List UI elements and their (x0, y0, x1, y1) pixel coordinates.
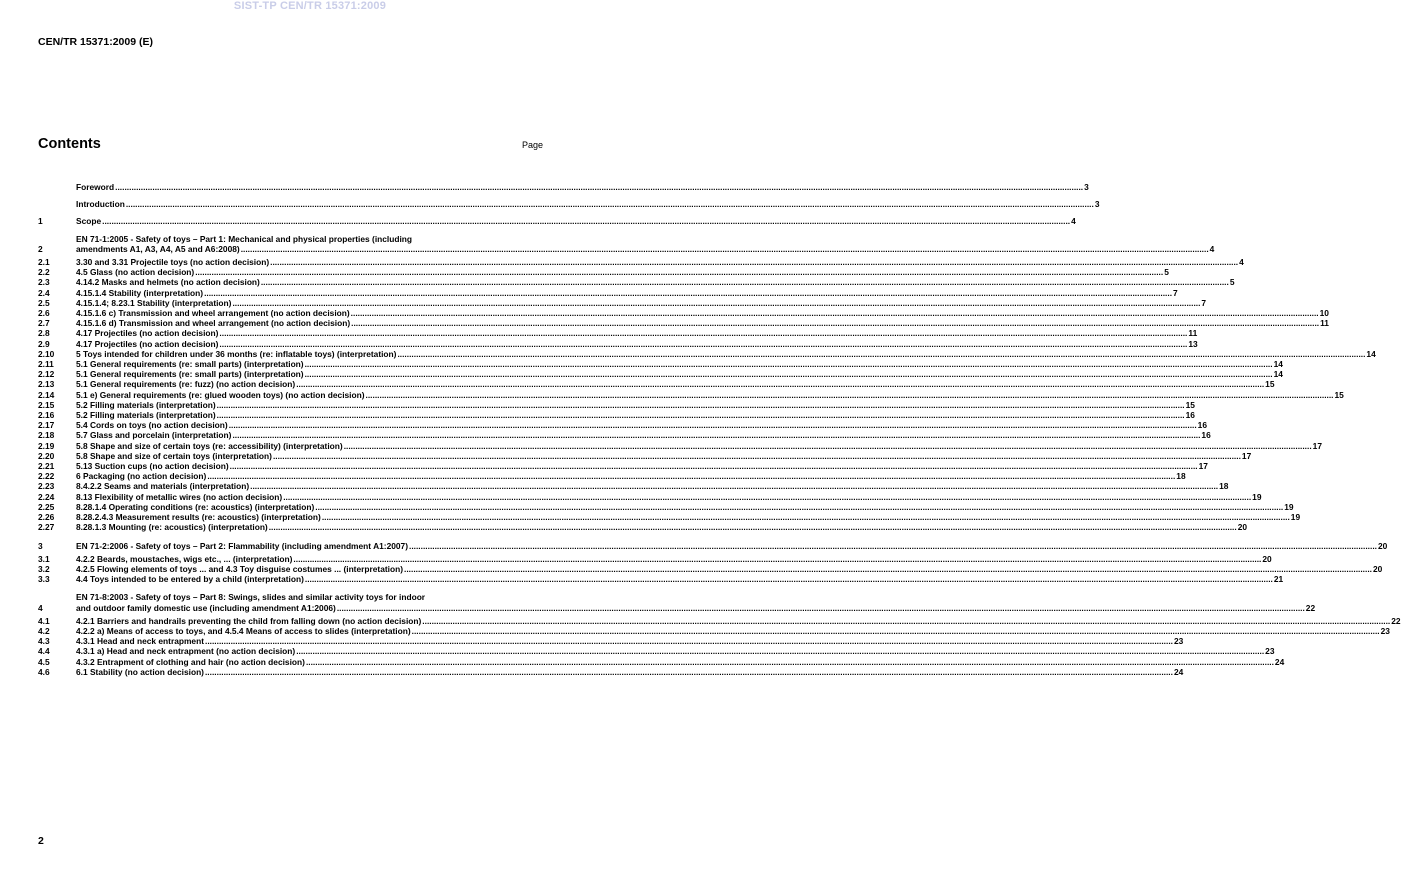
toc-entry-title: 4.3.1 Head and neck entrapment (76, 636, 204, 647)
toc-entry[interactable] (38, 348, 1376, 359)
dot-leader (293, 554, 1261, 564)
dot-leader (205, 636, 1173, 646)
toc-entry[interactable] (38, 297, 1207, 308)
dot-leader (269, 522, 1237, 532)
dot-leader (305, 574, 1273, 584)
dot-leader (296, 646, 1264, 656)
toc-entry-title: 8.13 Flexibility of metallic wires (no action decision) (76, 491, 283, 502)
toc-entry[interactable] (38, 615, 1401, 626)
toc-page-number: 24 (1274, 656, 1285, 667)
toc-page-number: 10 (1319, 308, 1329, 319)
toc-entry-title: 8.4.2.2 Seams and materials (interpretation) (76, 481, 250, 492)
dot-leader (219, 339, 1187, 349)
toc-section-number: 2.22 (38, 471, 55, 482)
toc-entry-title-line: EN 71-8:2003 - Safety of toys – Part 8: Swings, slides and similar activity toys for indoor (76, 592, 426, 603)
toc-entry[interactable] (38, 553, 1272, 564)
toc-page-number: 19 (1284, 501, 1294, 512)
dot-leader (207, 471, 1175, 481)
toc-section-number: 4.5 (38, 656, 50, 667)
dot-leader (409, 541, 1377, 551)
dot-leader (322, 512, 1290, 522)
toc-page-number: 21 (1273, 574, 1284, 585)
toc-entry[interactable] (38, 277, 1235, 288)
toc-section-number: 3 (38, 540, 43, 551)
toc-entry[interactable] (38, 410, 1195, 421)
toc-section-number: 4.6 (38, 666, 50, 677)
toc-section-number: 3.2 (38, 563, 50, 574)
toc-page-number: 23 (1265, 646, 1275, 657)
toc-entry[interactable] (38, 563, 1383, 574)
toc-page-number: 18 (1176, 471, 1186, 482)
toc-section-number: 2.23 (38, 481, 55, 492)
toc-section-number: 2.25 (38, 501, 55, 512)
dot-leader (232, 298, 1200, 308)
toc-entry[interactable] (38, 216, 1076, 227)
dot-leader (232, 430, 1200, 440)
toc-entry[interactable] (38, 592, 1316, 613)
dot-leader (283, 492, 1251, 502)
dot-leader (126, 199, 1094, 209)
toc-section-number: 2.13 (38, 379, 55, 390)
dot-leader (195, 267, 1163, 277)
toc-section-number: 2.7 (38, 318, 50, 329)
toc-entry-title: 5.8 Shape and size of certain toys (interpretation) (76, 450, 272, 461)
dot-leader (305, 359, 1273, 369)
toc-page-number: 17 (1312, 440, 1322, 451)
toc-page-number: 16 (1185, 410, 1195, 421)
toc-entry[interactable] (38, 574, 1284, 585)
toc-entry[interactable] (38, 399, 1195, 410)
toc-page-number: 17 (1241, 450, 1252, 461)
toc-entry-title: 5.2 Filling materials (interpretation) (76, 399, 216, 410)
dot-leader (366, 390, 1334, 400)
toc-page-number: 14 (1273, 359, 1283, 370)
toc-section-number: 3.3 (38, 574, 50, 585)
toc-page-number: 22 (1391, 615, 1401, 626)
watermark: SIST-TP CEN/TR 15371:2009 (233, 0, 387, 12)
toc-entry[interactable] (38, 233, 1215, 254)
toc-page-number: 5 (1164, 267, 1169, 278)
toc-section-number: 4.2 (38, 625, 50, 636)
toc-entry-title: 6 Packaging (no action decision) (76, 471, 207, 482)
toc-page-number: 3 (1084, 182, 1089, 192)
toc-page-number: 4 (1071, 216, 1076, 227)
toc-page-number: 15 (1185, 399, 1195, 410)
dot-leader (261, 277, 1229, 287)
dot-leader (412, 626, 1380, 636)
dot-leader (204, 288, 1172, 298)
toc-entry[interactable] (38, 430, 1211, 441)
toc-page-number: 20 (1372, 563, 1383, 574)
toc-section-number: 4.1 (38, 615, 50, 626)
toc-entry-title: 4.14.2 Masks and helmets (no action decision) (76, 277, 260, 288)
toc-entry[interactable] (38, 440, 1322, 451)
toc-entry[interactable] (38, 267, 1169, 278)
toc-page-number: 16 (1197, 420, 1207, 431)
toc-section-number: 2.26 (38, 512, 55, 523)
toc-entry-title: 3.30 and 3.31 Projectile toys (no action decision) (76, 257, 270, 268)
toc-page-number: 14 (1366, 348, 1376, 359)
toc-entry-title: 4.2.2 a) Means of access to toys, and 4.5.4 Means of access to slides (interpretation) (76, 625, 411, 636)
toc-page-number: 11 (1188, 328, 1198, 339)
dot-leader (397, 349, 1365, 359)
toc-section-number: 2.15 (38, 399, 55, 410)
toc-entry-title: 4.17 Projectiles (no action decision) (76, 328, 219, 339)
toc-section-number: 2.18 (38, 430, 55, 441)
dot-leader (422, 616, 1390, 626)
toc-section-number: 2.16 (38, 410, 55, 421)
toc-page-number: 15 (1334, 389, 1344, 400)
toc-entry-title: 8.28.1.4 Operating conditions (re: acoustics) (interpretation) (76, 501, 315, 512)
toc-page-number: 13 (1188, 338, 1198, 349)
toc-page-number: 20 (1377, 540, 1388, 551)
toc-entry[interactable] (38, 625, 1390, 636)
dot-leader (250, 481, 1218, 491)
toc-section-number: 3.1 (38, 553, 50, 564)
toc-section-number: 2.2 (38, 267, 50, 278)
toc-entry-title: 5.1 General requirements (re: fuzz) (no action decision) (76, 379, 296, 390)
toc-entry-title: 5.1 e) General requirements (re: glued wooden toys) (no action decision) (76, 389, 365, 400)
toc-section-number: 2.6 (38, 308, 50, 319)
toc-page-number: 5 (1229, 277, 1235, 288)
toc-entry-title: 5.1 General requirements (re: small parts) (interpretation) (76, 359, 304, 370)
toc-section-number: 2.27 (38, 522, 55, 533)
toc-entry-title: 4.2.5 Flowing elements of toys ... and 4.3 Toy disguise costumes ... (interpretation) (76, 563, 404, 574)
toc-entry-title: Introduction (76, 199, 125, 210)
toc-entry-title-line: EN 71-1:2005 - Safety of toys – Part 1: Mechanical and physical properties (including (76, 233, 413, 244)
toc-section-number: 2.9 (38, 338, 50, 349)
toc-page-number: 11 (1320, 318, 1329, 329)
toc-entry[interactable] (38, 308, 1329, 319)
toc-entry[interactable] (38, 512, 1301, 523)
toc-section-number: 2 (38, 243, 43, 254)
toc-section-number: 4.3 (38, 636, 50, 647)
toc-entry[interactable] (38, 389, 1344, 400)
toc-entry-title: 4.2.1 Barriers and handrails preventing the child from falling down (no action decision) (76, 615, 422, 626)
toc-entry[interactable] (38, 646, 1275, 657)
toc-entry-title: 4.15.1.4 Stability (interpretation) (76, 287, 204, 298)
toc-entry[interactable] (38, 257, 1244, 268)
toc-entry-title: and outdoor family domestic use (including amendment A1:2006) (76, 602, 336, 613)
toc-entry[interactable] (38, 636, 1184, 647)
toc-entry[interactable] (38, 287, 1178, 298)
toc-section-number: 2.20 (38, 450, 55, 461)
toc-entry-title: 4.2.2 Beards, moustaches, wigs etc., ... (interpretation) (76, 553, 293, 564)
toc-section-number: 2.12 (38, 369, 55, 380)
toc-entry[interactable] (38, 359, 1283, 370)
toc-section-number: 2.8 (38, 328, 50, 339)
toc-entry-title: 4.3.1 a) Head and neck entrapment (no action decision) (76, 646, 296, 657)
toc-section-number: 2.11 (38, 359, 54, 370)
toc-page-number: 18 (1219, 481, 1229, 492)
toc-entry-title: 5.1 General requirements (re: small parts) (interpretation) (76, 369, 304, 380)
toc-entry[interactable] (38, 471, 1186, 482)
toc-section-number: 4 (38, 602, 43, 613)
toc-section-number: 2.21 (38, 461, 55, 472)
table-of-contents (38, 175, 1401, 677)
toc-section-number: 2.4 (38, 287, 50, 298)
toc-entry[interactable] (38, 501, 1294, 512)
toc-entry-title: 5.4 Cords on toys (no action decision) (76, 420, 228, 431)
toc-entry-title: 8.28.2.4.3 Measurement results (re: acoustics) (interpretation) (76, 512, 321, 523)
toc-entry[interactable] (38, 461, 1208, 472)
dot-leader (270, 257, 1238, 267)
toc-section-number: 4.4 (38, 646, 50, 657)
dot-leader (230, 461, 1198, 471)
dot-leader (306, 657, 1274, 667)
toc-entry[interactable] (38, 338, 1198, 349)
document-id: CEN/TR 15371:2009 (E) (38, 36, 153, 48)
toc-entry[interactable] (38, 450, 1252, 461)
contents-title: Contents (38, 136, 101, 152)
dot-leader (273, 451, 1241, 461)
toc-page-number: 17 (1198, 461, 1208, 472)
dot-leader (351, 308, 1319, 318)
toc-entry[interactable] (38, 540, 1388, 551)
toc-page-number: 4 (1209, 243, 1215, 254)
toc-entry-title: amendments A1, A3, A4, A5 and A6:2008) (76, 243, 240, 254)
toc-section-number: 2.17 (38, 420, 55, 431)
toc-entry[interactable] (38, 666, 1184, 677)
toc-entry[interactable] (38, 318, 1329, 329)
toc-section-number: 1 (38, 216, 43, 227)
toc-section-number: 2.1 (38, 257, 50, 268)
toc-page-number: 15 (1265, 379, 1275, 390)
dot-leader (315, 502, 1283, 512)
toc-entry[interactable] (38, 656, 1285, 667)
toc-entry-title: 6.1 Stability (no action decision) (76, 666, 204, 677)
dot-leader (217, 400, 1185, 410)
dot-leader (344, 441, 1312, 451)
toc-page-number: 4 (1239, 257, 1244, 268)
toc-entry-title: 4.15.1.6 c) Transmission and wheel arrangement (no action decision) (76, 308, 350, 319)
toc-entry-title: 4.5 Glass (no action decision) (76, 267, 195, 278)
toc-page-number: 19 (1290, 512, 1301, 523)
dot-leader (205, 667, 1173, 677)
page-number: 2 (38, 835, 44, 847)
toc-page-number: 24 (1173, 666, 1184, 677)
toc-section-number: 2.10 (38, 348, 55, 359)
toc-page-number: 23 (1380, 625, 1390, 636)
toc-section-number: 2.3 (38, 277, 50, 288)
dot-leader (219, 328, 1187, 338)
toc-page-number: 22 (1305, 602, 1316, 613)
page-column-label: Page (522, 140, 544, 150)
toc-entry-title: 4.15.1.4; 8.23.1 Stability (interpretation) (76, 297, 232, 308)
toc-page-number: 7 (1173, 287, 1178, 298)
dot-leader (305, 369, 1273, 379)
toc-entry[interactable] (38, 199, 1100, 210)
dot-leader (115, 182, 1083, 192)
toc-entry-title: 5.13 Suction cups (no action decision) (76, 461, 229, 472)
dot-leader (351, 318, 1319, 328)
toc-entry[interactable] (38, 379, 1275, 390)
toc-section-number: 2.5 (38, 297, 50, 308)
toc-page-number: 16 (1201, 430, 1211, 441)
toc-page-number: 20 (1237, 522, 1248, 533)
toc-entry-title: 4.3.2 Entrapment of clothing and hair (no action decision) (76, 656, 305, 667)
toc-entry-title: Scope (76, 216, 102, 227)
toc-entry-title: EN 71-2:2006 - Safety of toys – Part 2: Flammability (including amendment A1:2007) (76, 540, 408, 551)
toc-entry-title: Foreword (76, 182, 115, 192)
toc-page-number: 23 (1173, 636, 1184, 647)
toc-page-number: 3 (1094, 199, 1100, 210)
toc-page-number: 7 (1201, 297, 1207, 308)
dot-leader (217, 410, 1185, 420)
toc-entry[interactable] (38, 522, 1248, 533)
dot-leader (337, 603, 1305, 613)
toc-page-number: 20 (1262, 553, 1272, 564)
toc-entry[interactable] (38, 328, 1198, 339)
dot-leader (404, 564, 1372, 574)
toc-section-number: 2.19 (38, 440, 55, 451)
toc-entry-title: 5 Toys intended for children under 36 months (re: inflatable toys) (interpretation) (76, 348, 397, 359)
toc-page-number: 14 (1273, 369, 1283, 380)
toc-page-number: 19 (1252, 491, 1262, 502)
toc-section-number: 2.14 (38, 389, 55, 400)
toc-entry[interactable] (38, 481, 1229, 492)
toc-entry-title: 4.17 Projectiles (no action decision) (76, 338, 219, 349)
toc-entry[interactable] (38, 182, 1089, 192)
dot-leader (102, 216, 1070, 226)
toc-entry[interactable] (38, 369, 1283, 380)
toc-entry-title: 4.4 Toys intended to be entered by a child (interpretation) (76, 574, 304, 585)
dot-leader (241, 244, 1209, 254)
toc-entry-title: 5.2 Filling materials (interpretation) (76, 410, 216, 421)
toc-entry-title: 8.28.1.3 Mounting (re: acoustics) (interpretation) (76, 522, 268, 533)
toc-section-number: 2.24 (38, 491, 55, 502)
toc-entry[interactable] (38, 491, 1262, 502)
toc-entry[interactable] (38, 420, 1207, 431)
toc-entry-title: 5.7 Glass and porcelain (interpretation) (76, 430, 232, 441)
toc-entry-title: 4.15.1.6 d) Transmission and wheel arrangement (no action decision) (76, 318, 351, 329)
dot-leader (296, 379, 1264, 389)
toc-entry-title: 5.8 Shape and size of certain toys (re: accessibility) (interpretation) (76, 440, 343, 451)
dot-leader (229, 420, 1197, 430)
